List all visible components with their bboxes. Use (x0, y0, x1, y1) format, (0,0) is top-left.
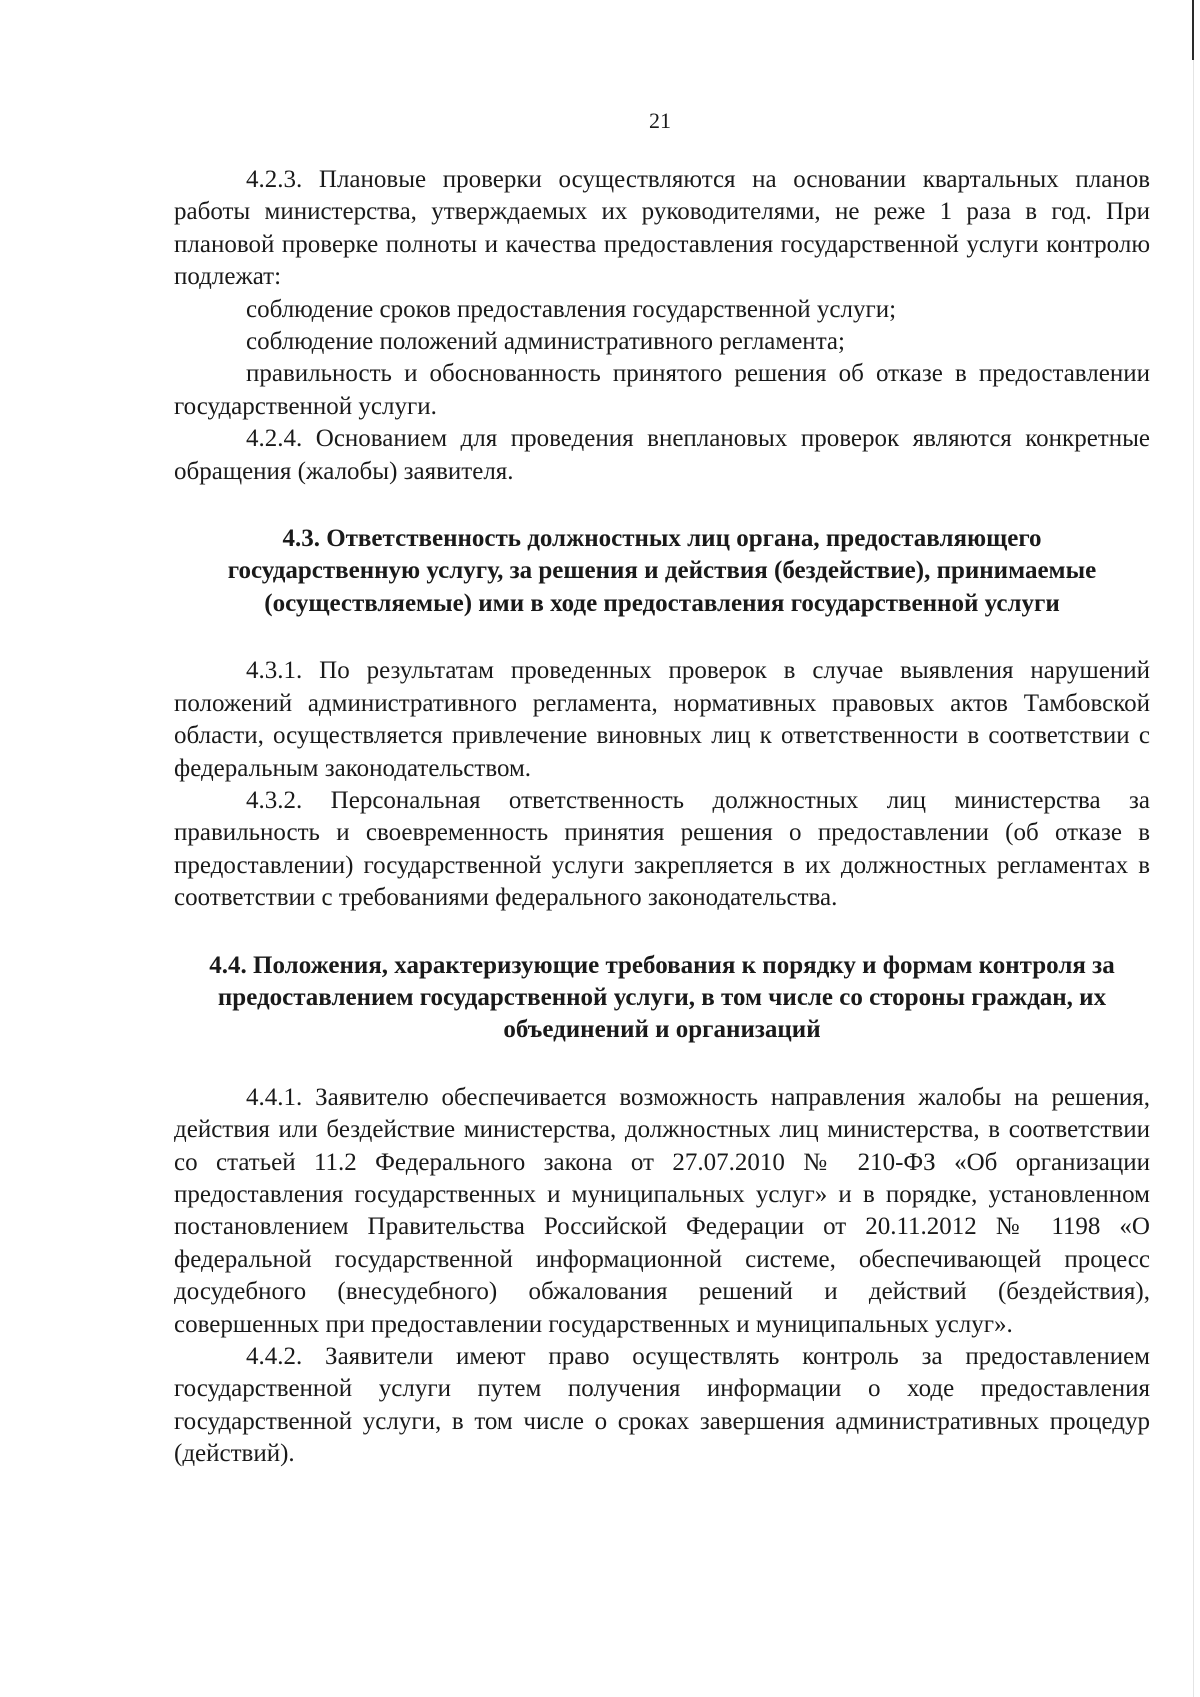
section-heading-4-3: 4.3. Ответственность должностных лиц органа, предоставляющего государственную услугу, за решения и действия (бездействие), принимаемые (осуществляемые) ими в ходе предоставления государственной услуги (227, 525, 1097, 617)
document-body (174, 164, 1150, 1471)
scan-border-faint (1193, 60, 1194, 1697)
paragraph-4-3-2: 4.3.2. Персональная ответственность должностных лиц министерства за правильность и своевременность принятия решения о предоставлении (об отказе в предоставлении) государственной услуги закрепляется в их должностных регламентах в соответствии с требованиями федерального законодательства. (174, 786, 1150, 912)
paragraph-4-4-1: 4.4.1. Заявителю обеспечивается возможность направления жалобы на решения, действия или бездействие министерства, должностных лиц министерства, в соответствии со статьей 11.2 Федерального закона от 27.07.2010 № 210-ФЗ «Об организации предоставления государственных и муниципальных услуг» и в порядке, установленном постановлением Правительства Российской Федерации от 20.11.2012 № 1198 «О федеральной государственной информационной системе, обеспечивающей процесс досудебного (внесудебного) обжалования решений и действий (бездействия), совершенных при предоставлении государственных и муниципальных услуг». (174, 1083, 1150, 1338)
paragraph-4-4-2: 4.4.2. Заявители имеют право осуществлять контроль за предоставлением государственной услуги путем получения информации о ходе предоставления государственной услуги, в том числе о сроках завершения административных процедур (действий). (174, 1343, 1150, 1468)
page-number: 21 (649, 108, 671, 133)
section-heading-4-4: 4.4. Положения, характеризующие требования к порядку и формам контроля за предоставлением государственной услуги, в том числе со стороны граждан, их объединений и организаций (209, 951, 1115, 1044)
scan-border-dark (1192, 0, 1194, 60)
list-item-regulations: соблюдение положений административного регламента; (246, 328, 845, 356)
paragraph-4-2-4: 4.2.4. Основанием для проведения внеплановых проверок являются конкретные обращения (жалобы) заявителя. (174, 425, 1150, 485)
list-item-deadlines: соблюдение сроков предоставления государственной услуги; (246, 295, 897, 323)
paragraph-4-2-3: 4.2.3. Плановые проверки осуществляются на основании квартальных планов работы министерства, утверждаемых их руководителями, не реже 1 раза в год. При плановой проверке полноты и качества предоставления государственной услуги контролю подлежат: (174, 166, 1150, 291)
list-item-refusal-decision: правильность и обоснованность принятого решения об отказе в предоставлении государственной услуги. (174, 360, 1150, 420)
paragraph-4-3-1: 4.3.1. По результатам проведенных проверок в случае выявления нарушений положений административного регламента, нормативных правовых актов Тамбовской области, осуществляется привлечение виновных лиц к ответственности в соответствии с федеральным законодательством. (174, 657, 1150, 782)
